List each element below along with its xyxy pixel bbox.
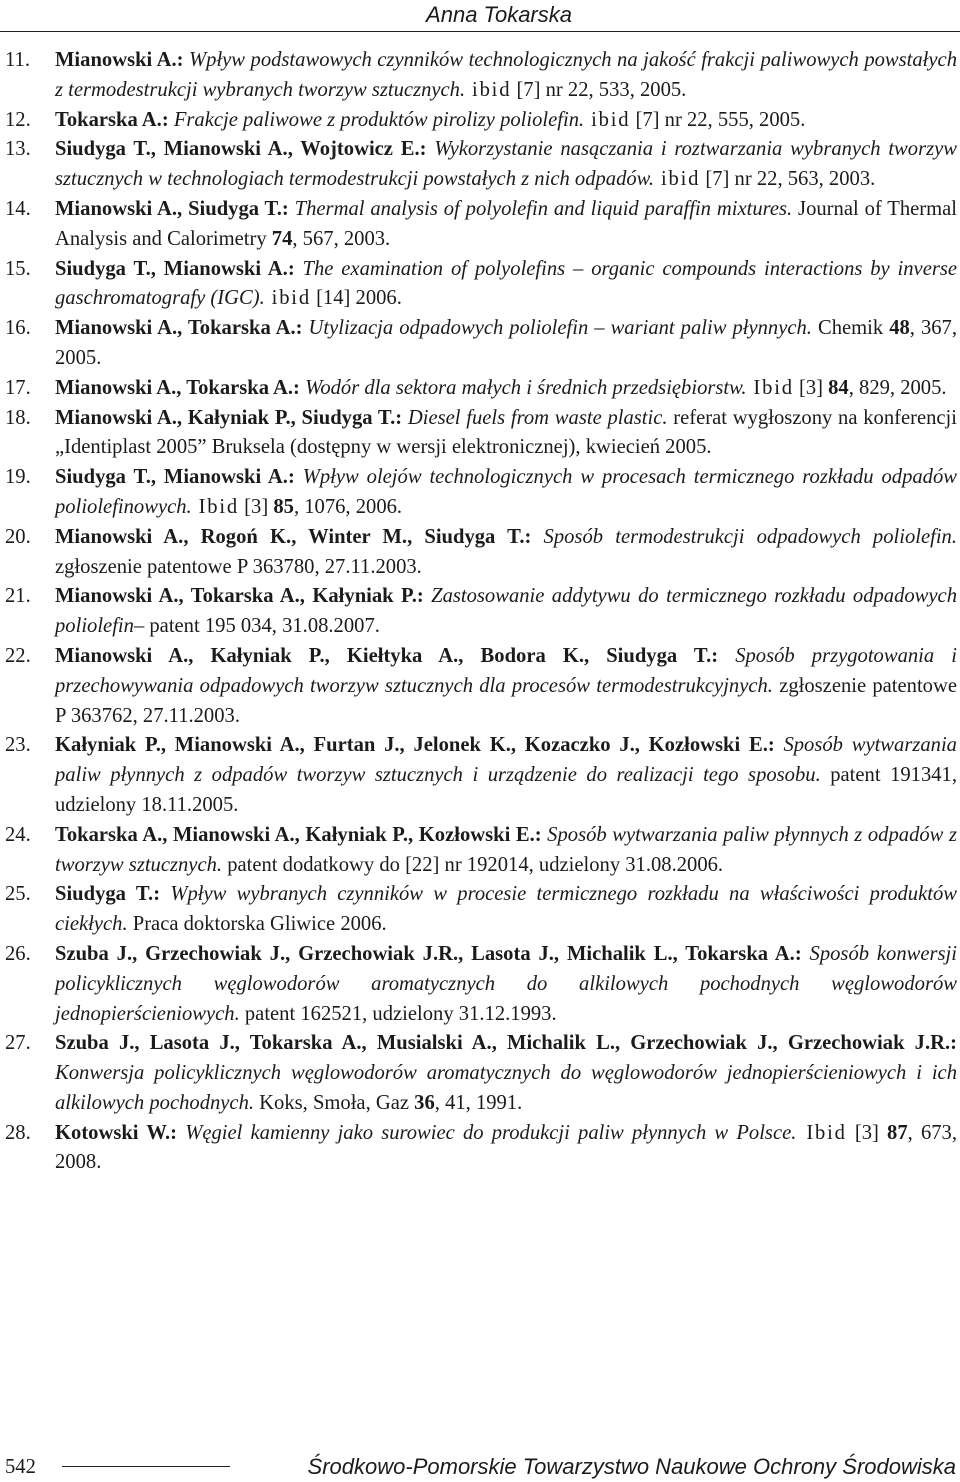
reference-item [0,374,957,404]
reference-title: Utylizacja odpadowych poliolefin – wariant paliw płynnych. [302,317,812,340]
reference-item [0,582,957,642]
reference-citation-text: [7] nr 22, 533, 2005. [511,78,687,101]
reference-item [0,404,957,464]
reference-item [0,1029,957,1118]
reference-item [0,880,957,940]
reference-authors: Mianowski A.: [55,49,184,71]
reference-number: 14. [5,197,31,220]
reference-item [0,46,957,106]
reference-item [0,821,957,881]
reference-citation-text: , 567, 2003. [292,227,391,250]
reference-citation-text: – patent 195 034, 31.08.2007. [133,615,380,638]
reference-authors: Mianowski A., Tokarska A.: [55,376,300,399]
reference-title: Węgiel kamienny jako surowiec do produkcji paliw płynnych w Polsce. [177,1121,797,1144]
reference-title: Sposób wytwarzania paliw płynnych z odpadów tworzyw sztucznych i urządzenie do realizacji tego sposobu. [55,734,957,787]
reference-citation-text: , 367, 2005. [55,317,957,369]
reference-ibid-marker: Ibid [746,376,794,399]
reference-number: 21. [5,585,31,608]
reference-item [0,106,957,136]
reference-citation-text: [3] [846,1121,888,1144]
reference-citation-text: Koks, Smoła, Gaz [254,1091,415,1114]
reference-ibid-marker: ibid [654,168,701,191]
reference-authors: Siudyga T., Mianowski A.: [55,466,295,489]
reference-item [0,731,957,820]
reference-citation-text: , 829, 2005. [848,376,947,399]
reference-volume: 84 [828,376,849,399]
reference-item [0,463,957,523]
reference-authors: Mianowski A., Rogoń K., Winter M., Siudyga T.: [55,525,532,548]
reference-citation-text: referat wygłoszony na konferencji „Identiplast 2005” Bruksela (dostępny w wersji elektronicznej), kwiecień 2005. [55,406,958,459]
page-number: 542 [5,1456,36,1478]
reference-volume: 36 [414,1091,435,1114]
footer-society: Środkowo-Pomorskie Towarzystwo Naukowe Ochrony Środowiska [307,1454,956,1479]
reference-citation-text: [7] nr 22, 563, 2003. [700,168,876,191]
reference-title: Wpływ wybranych czynników w procesie termicznego rozkładu na właściwości produktów ciekłych. [55,883,957,936]
reference-authors: Kotowski W.: [55,1121,178,1144]
reference-title: Sposób termodestrukcji odpadowych poliolefin. [531,525,957,548]
reference-item [0,1119,957,1179]
reference-number: 11. [5,49,30,71]
reference-citation-text: Journal of Thermal Analysis and Calorimetry [55,197,957,250]
reference-number: 16. [5,317,31,340]
reference-volume: 74 [271,227,293,250]
reference-item [0,940,957,1029]
reference-title: Frakcje paliwowe z produktów pirolizy poliolefin. [168,108,585,131]
reference-item [0,314,957,374]
reference-citation-text: [14] 2006. [310,287,402,310]
reference-title: Sposób przygotowania i przechowywania odpadowych tworzyw sztucznych dla procesów termodestrukcyjnych. [55,644,957,697]
reference-item [0,255,957,315]
reference-title: Zastosowanie addytywu do termicznego rozkładu odpadowych poliolefin [55,585,957,638]
reference-authors: Mianowski A., Tokarska A., Kałyniak P.: [55,585,424,608]
reference-authors: Mianowski A., Kałyniak P., Siudyga T.: [55,406,403,429]
page-footer [0,1452,960,1482]
reference-item [0,195,957,255]
reference-number: 26. [5,942,31,965]
reference-authors: Mianowski A., Tokarska A.: [55,317,303,340]
reference-authors: Tokarska A.: [55,108,169,131]
reference-authors: Mianowski A., Kałyniak P., Kiełtyka A., Bodora K., Siudyga T.: [55,644,719,667]
reference-title: Diesel fuels from waste plastic. [402,406,668,429]
reference-volume: 85 [273,495,294,518]
reference-number: 12. [5,108,31,131]
reference-ibid-marker: ibid [264,287,311,310]
reference-citation-text: patent 162521, udzielony 31.12.1993. [239,1002,557,1025]
reference-authors: Szuba J., Lasota J., Tokarska A., Musialski A., Michalik L., Grzechowiak J., Grzechowiak J.R.: [55,1032,957,1055]
footer-rule [62,1466,230,1467]
reference-number: 17. [5,376,31,399]
reference-citation-text: [7] nr 22, 555, 2005. [630,108,806,131]
reference-citation-text: patent 191341, udzielony 18.11.2005. [55,764,957,816]
running-header: Anna Tokarska [426,2,572,27]
reference-title: Wodór dla sektora małych i średnich przedsiębiorstw. [299,376,747,399]
reference-title: Thermal analysis of polyolefin and liquid paraffin mixtures. [288,197,793,220]
reference-citation-text: patent dodatkowy do [22] nr 192014, udzielony 31.08.2006. [222,853,724,876]
reference-authors: Tokarska A., Mianowski A., Kałyniak P., Kozłowski E.: [55,823,542,846]
reference-authors: Mianowski A., Siudyga T.: [55,197,289,220]
reference-citation-text: Chemik [811,317,890,340]
reference-citation-text: , 41, 1991. [434,1091,523,1114]
reference-citation-text: zgłoszenie patentowe P 363762, 27.11.2003. [55,674,957,727]
reference-number: 15. [5,257,31,280]
reference-citation-text: zgłoszenie patentowe P 363780, 27.11.2003. [55,555,422,578]
reference-number: 22. [5,644,31,667]
reference-number: 23. [5,734,31,757]
reference-list [0,46,957,1178]
reference-volume: 48 [889,317,910,340]
reference-authors: Siudyga T.: [55,883,161,906]
reference-number: 25. [5,883,31,906]
reference-ibid-marker: ibid [465,78,512,101]
reference-number: 27. [5,1032,31,1055]
reference-title: Wpływ olejów technologicznych w procesach termicznego rozkładu odpadów poliolefinowych. [55,466,957,518]
reference-number: 18. [5,406,31,429]
reference-ibid-marker: ibid [584,108,631,131]
reference-title: Wykorzystanie nasączania i roztwarzania wybranych tworzyw sztucznych w technologiach termodestrukcji powstałych z nich odpadów. [55,138,957,191]
reference-title: The examination of polyolefins – organic compounds interactions by inverse gaschromatografy (IGC). [55,257,958,310]
reference-authors: Kałyniak P., Mianowski A., Furtan J., Jelonek K., Kozaczko J., Kozłowski E.: [55,734,775,757]
reference-citation-text: , 1076, 2006. [293,495,403,518]
reference-citation-text: Praca doktorska Gliwice 2006. [127,913,387,936]
reference-citation-text: [3] [239,495,274,518]
reference-authors: Szuba J., Grzechowiak J., Grzechowiak J.R., Lasota J., Michalik L., Tokarska A.: [55,942,802,965]
reference-authors: Siudyga T., Mianowski A., Wojtowicz E.: [55,138,427,161]
reference-title: Wpływ podstawowych czynników technologicznych na jakość frakcji paliwowych powstałych z termodestrukcji wybranych tworzyw sztucznych. [55,49,957,101]
reference-number: 20. [5,525,31,548]
reference-title: Sposób wytwarzania paliw płynnych z odpadów z tworzyw sztucznych. [55,823,957,876]
reference-number: 28. [5,1121,31,1144]
reference-authors: Siudyga T., Mianowski A.: [55,257,295,280]
reference-ibid-marker: Ibid [796,1121,847,1144]
reference-title: Konwersja policyklicznych węglowodorów aromatycznych do węglowodorów jednopierścieniowych i ich alkilowych pochodnych. [55,1062,957,1114]
header-rule [0,31,960,32]
reference-number: 13. [5,138,31,161]
reference-number: 24. [5,823,31,846]
reference-item [0,642,957,731]
reference-title: Sposób konwersji policyklicznych węglowodorów aromatycznych do alkilowych pochodnych węglowodorów jednopierścieniowych. [55,942,957,1025]
reference-citation-text: [3] [793,376,829,399]
reference-number: 19. [5,466,31,489]
reference-volume: 87 [887,1121,908,1144]
reference-ibid-marker: Ibid [191,495,240,518]
reference-citation-text: , 673, 2008. [55,1121,957,1174]
reference-item [0,135,957,195]
reference-item [0,523,957,583]
